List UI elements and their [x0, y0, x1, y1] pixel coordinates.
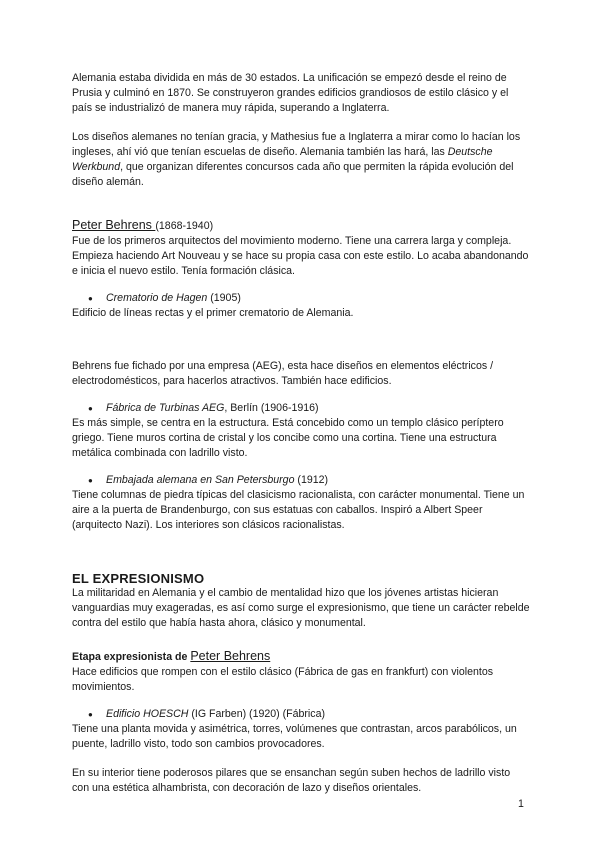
werkbund-italic: Deutsche Werkbund: [72, 146, 493, 173]
expresionismo-heading: EL EXPRESIONISMO: [72, 571, 205, 586]
behrens-years: (1868-1940): [155, 220, 214, 232]
bullet-turbinas-year: , Berlín (1906-1916): [224, 402, 319, 414]
turbinas-paragraph: Es más simple, se centra en la estructura. Está concebido como un templo clásico períptero griego. Tiene muros cortina de cristal y los concibe como una cortina. Tiene una estructura metálica combinada con ladrillo visto.: [72, 417, 504, 459]
bullet-crematorio: [72, 291, 530, 306]
behrens-link[interactable]: Peter Behrens: [72, 218, 156, 232]
werkbund-text-a: Los diseños alemanes no tenían gracia, y Mathesius fue a Inglaterra a mirar como lo hacían los ingleses, ahí vió que tenían escuelas de diseño. Alemania también las hará, las: [72, 131, 521, 158]
bullet-embajada: [72, 473, 530, 488]
etapa-label: Etapa expresionista de: [72, 651, 191, 663]
etapa-heading: [72, 649, 530, 665]
werkbund-text-b: , que organizan diferentes concursos cada año que permiten la rápida evolución del diseño alemán.: [72, 161, 514, 188]
page-number: 1: [518, 798, 524, 810]
bullet-hoesch: [72, 707, 530, 722]
document-page: [72, 71, 530, 796]
etapa-behrens-link[interactable]: Peter Behrens: [190, 649, 271, 663]
bullet-hoesch-rest: (IG Farben) (1920) (Fábrica): [188, 708, 326, 720]
bullet-crematorio-year: (1905): [207, 292, 241, 304]
bullet-embajada-year: (1912): [294, 474, 329, 486]
etapa-paragraph: Hace edificios que rompen con el estilo clásico (Fábrica de gas en frankfurt) con violentos movimientos.: [72, 666, 494, 693]
bullet-turbinas-title: Fábrica de Turbinas AEG: [106, 402, 225, 414]
bullet-turbinas: [72, 401, 530, 416]
bullet-hoesch-title: Edificio HOESCH: [106, 708, 189, 720]
behrens-heading: [72, 218, 530, 234]
werkbund-paragraph: [72, 130, 530, 190]
bullet-embajada-title: Embajada alemana en San Petersburgo: [106, 474, 295, 486]
interior-paragraph: En su interior tiene poderosos pilares que se ensanchan según suben hechos de ladrillo visto con una estética alhambrista, con decoración de lazo y diseños orientales.: [72, 767, 511, 794]
crematorio-paragraph: Edificio de líneas rectas y el primer crematorio de Alemania.: [72, 307, 354, 319]
hoesch-paragraph: Tiene una planta movida y asimétrica, torres, volúmenes que contrastan, arcos parabólicos, un puente, ladrillo visto, todo son cambios provocadores.: [72, 723, 517, 750]
embajada-paragraph: Tiene columnas de piedra típicas del clasicismo racionalista, con carácter monumental. Tiene un aire a la puerta de Brandenburgo, con sus estatuas con caballos. Inspiró a Albert Speer (arquitecto Nazi). Los interiores son clásicos racionalistas.: [72, 489, 525, 531]
behrens-paragraph: Fue de los primeros arquitectos del movimiento moderno. Tiene una carrera larga y compleja. Empieza haciendo Art Nouveau y se hace su propia casa con este estilo. Lo acaba abandonando e inicia el nuevo estilo. Tenía formación clásica.: [72, 235, 529, 277]
bullet-crematorio-title: Crematorio de Hagen: [106, 292, 208, 304]
intro-paragraph: Alemania estaba dividida en más de 30 estados. La unificación se empezó desde el reino de Prusia y culminó en 1870. Se construyeron grandes edificios grandiosos de estilo clásico y el país se industrializó de manera muy rápida, superando a Inglaterra.: [72, 72, 509, 114]
aeg-paragraph: Behrens fue fichado por una empresa (AEG), esta hace diseños en elementos eléctricos / electrodomésticos, para hacerlos atractivos. También hace edificios.: [72, 360, 494, 387]
expresionismo-paragraph: La militaridad en Alemania y el cambio de mentalidad hizo que los jóvenes artistas hicieran vanguardias muy exageradas, es así como surge el expresionismo, que tiene un carácter rebelde contra del estilo que había hasta ahora, clásico y monumental.: [72, 587, 530, 629]
